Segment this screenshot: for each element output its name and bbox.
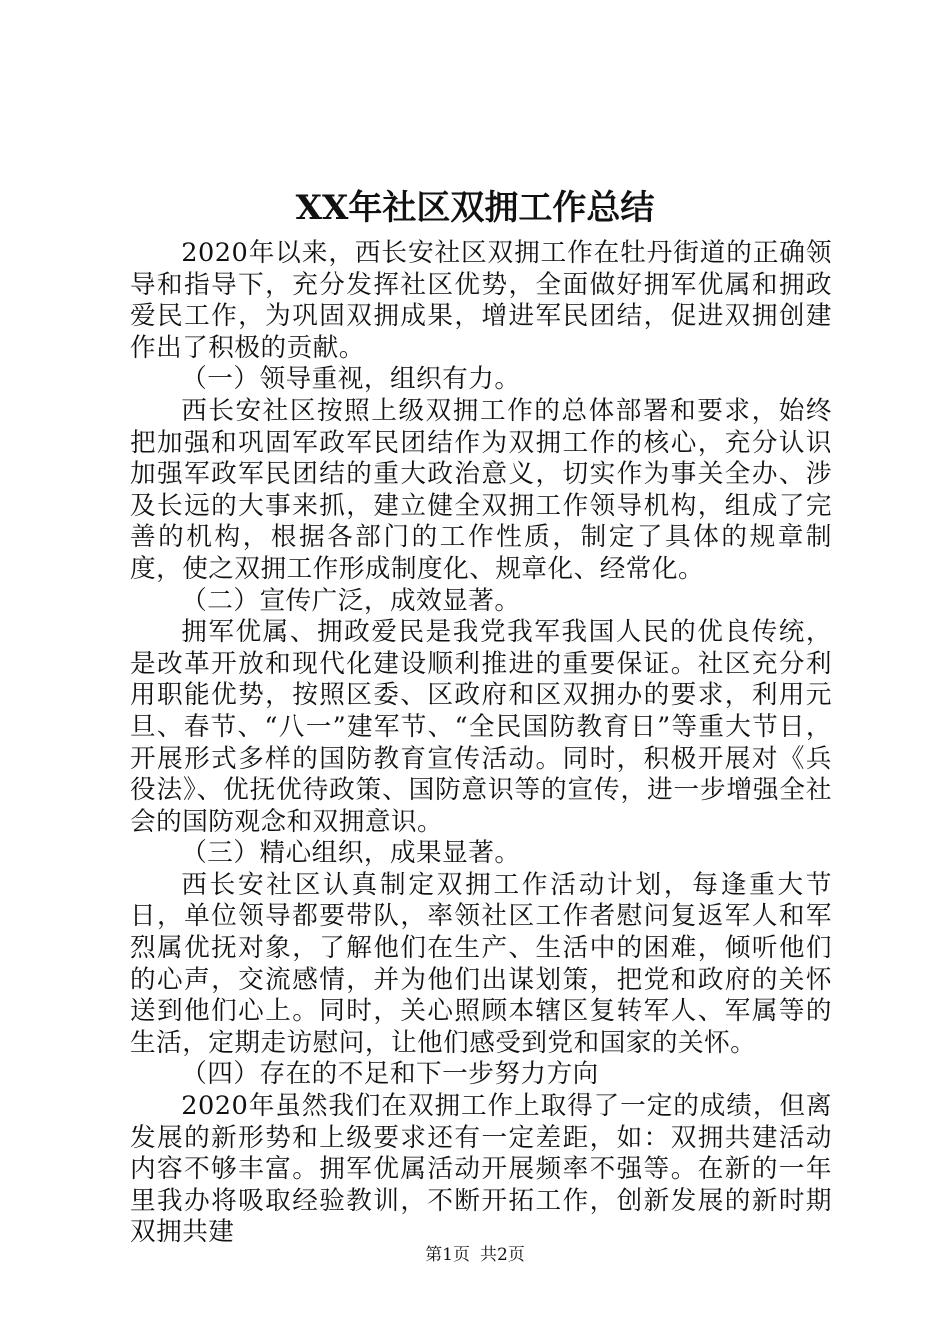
section-heading-3: （三）精心组织，成果显著。 <box>181 838 521 869</box>
page-footer <box>0 1244 950 1266</box>
page-number-total: 共2页 <box>480 1245 525 1265</box>
document-title: XX年社区双拥工作总结 <box>295 188 655 228</box>
section-paragraph-3: 西长安社区认真制定双拥工作活动计划，每逢重大节日，单位领导都要带队，率领社区工作者慰问复返军人和军烈属优抚对象，了解他们在生产、生活中的困难，倾听他们的心声，交流感情，并为他们出谋划策，把党和政府的关怀送到他们心上。同时，关心照顾本辖区复转军人、军属等的生活，定期走访慰问，让他们感受到党和国家的关怀。 <box>130 869 832 1058</box>
section-heading-4: （四）存在的不足和下一步努力方向 <box>181 1059 599 1090</box>
section-paragraph-4: 2020年虽然我们在双拥工作上取得了一定的成绩，但离发展的新形势和上级要求还有一定差距，如：双拥共建活动内容不够丰富。拥军优属活动开展频率不强等。在新的一年里我办将吸取经验教训，不断开拓工作，创新发展的新时期双拥共建 <box>130 1091 832 1248</box>
section-heading-2: （二）宣传广泛，成效显著。 <box>181 585 521 616</box>
page-number-current: 第1页 <box>425 1245 470 1265</box>
intro-paragraph: 2020年以来，西长安社区双拥工作在牡丹街道的正确领导和指导下，充分发挥社区优势，全面做好拥军优属和拥政爱民工作，为巩固双拥成果，增进军民团结，促进双拥创建作出了积极的贡献。 <box>130 238 832 363</box>
section-paragraph-2: 拥军优属、拥政爱民是我党我军我国人民的优良传统，是改革开放和现代化建设顺利推进的重要保证。社区充分利用职能优势，按照区委、区政府和区双拥办的要求，利用元旦、春节、“八一”建军节、“全民国防教育日”等重大节日，开展形式多样的国防教育宣传活动。同时，积极开展对《兵役法》、优抚优待政策、国防意识等的宣传，进一步增强全社会的国防观念和双拥意识。 <box>130 617 832 837</box>
section-heading-1: （一）领导重视，组织有力。 <box>181 364 521 395</box>
document-body <box>130 238 832 1249</box>
section-paragraph-1: 西长安社区按照上级双拥工作的总体部署和要求，始终把加强和巩固军政军民团结作为双拥工作的核心，充分认识加强军政军民团结的重大政治意义，切实作为事关全办、涉及长远的大事来抓，建立健全双拥工作领导机构，组成了完善的机构，根据各部门的工作性质，制定了具体的规章制度，使之双拥工作形成制度化、规章化、经常化。 <box>130 395 832 584</box>
